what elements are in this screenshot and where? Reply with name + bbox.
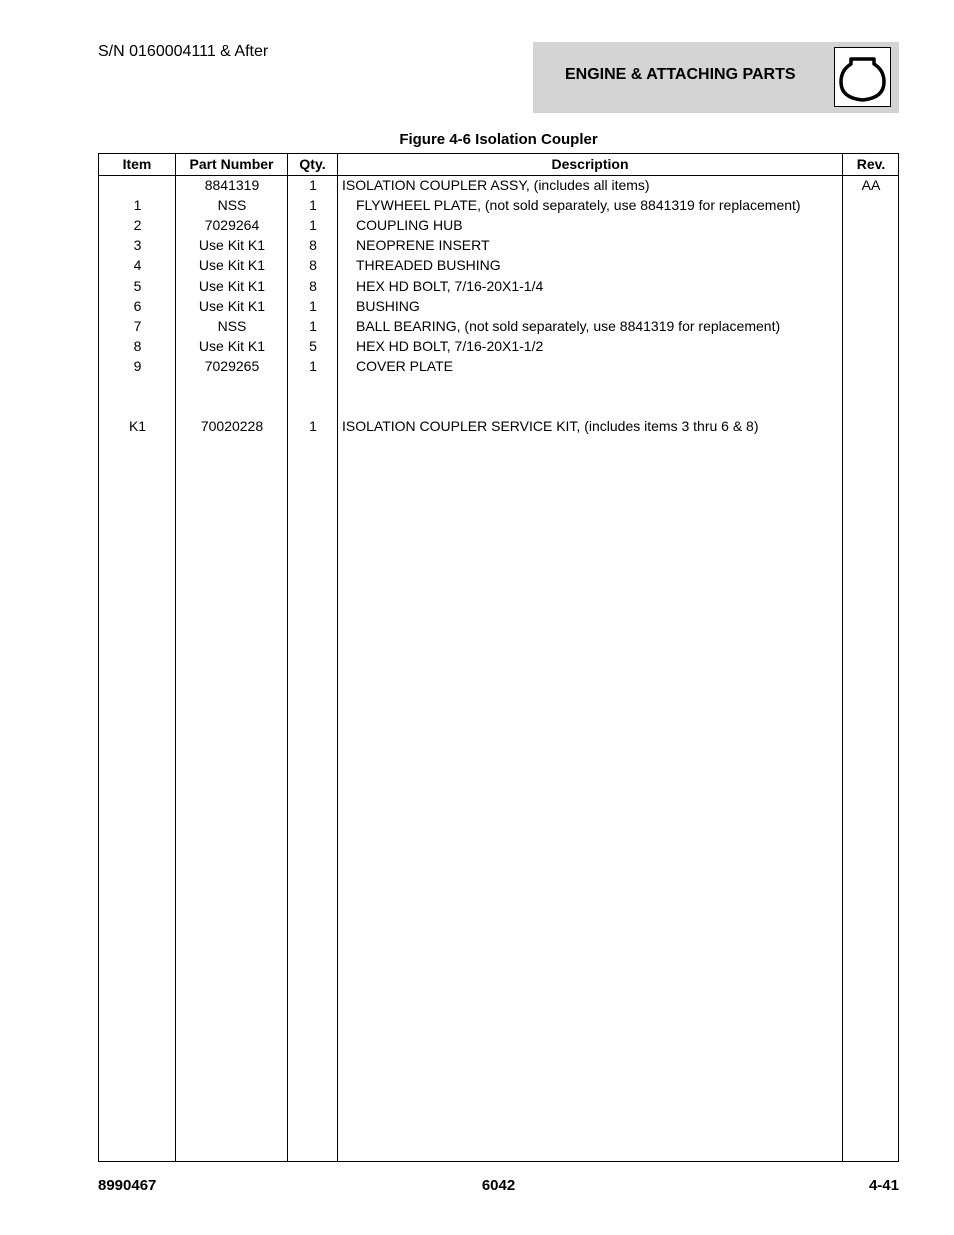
table-row [99, 396, 900, 416]
item-cell: 8 [133, 337, 142, 354]
section-header [533, 42, 899, 113]
table-row [99, 215, 900, 235]
item-cell: 7 [133, 317, 142, 334]
description-cell: COVER PLATE [356, 357, 453, 374]
item-cell: 3 [133, 237, 142, 254]
qty-cell: 8 [309, 257, 317, 274]
description-cell: NEOPRENE INSERT [356, 237, 490, 254]
qty-cell: 1 [309, 197, 317, 214]
table-row [99, 376, 900, 396]
description-cell: HEX HD BOLT, 7/16-20X1-1/2 [356, 337, 544, 354]
part-number-cell: 8841319 [204, 177, 260, 193]
description-cell: HEX HD BOLT, 7/16-20X1-1/4 [356, 277, 544, 294]
qty-cell: 1 [309, 217, 317, 234]
header-qty: Qty. [299, 156, 326, 172]
table-row [99, 416, 900, 436]
item-cell: 4 [133, 257, 142, 274]
table-row [99, 175, 900, 195]
description-cell: ISOLATION COUPLER ASSY, (includes all items) [342, 177, 650, 193]
qty-cell: 1 [309, 177, 317, 193]
parts-table [98, 153, 899, 1162]
serial-number: S/N 0160004111 & After [98, 43, 269, 60]
description-cell: THREADED BUSHING [356, 257, 501, 274]
figure-title: Figure 4-6 Isolation Coupler [399, 131, 598, 148]
qty-cell: 8 [309, 277, 317, 294]
table-row [99, 316, 900, 336]
footer-document-number: 8990467 [98, 1177, 157, 1194]
qty-cell: 1 [309, 297, 317, 314]
table-row [99, 276, 900, 296]
table-row [99, 255, 900, 275]
rev-cell: AA [861, 177, 881, 193]
header-description: Description [551, 156, 629, 172]
table-row [99, 336, 900, 356]
description-cell: BUSHING [356, 297, 420, 314]
qty-cell: 5 [309, 337, 317, 354]
part-number-cell: NSS [217, 197, 247, 214]
description-cell: BALL BEARING, (not sold separately, use 8841319 for replacement) [356, 317, 781, 334]
description-cell: COUPLING HUB [356, 217, 463, 234]
header-part-number: Part Number [189, 156, 274, 172]
table-row [99, 296, 900, 316]
footer-model: 6042 [481, 1177, 516, 1194]
table-row [99, 235, 900, 255]
part-number-cell: 70020228 [200, 418, 264, 435]
item-cell: 9 [133, 357, 142, 374]
item-cell: 2 [133, 217, 142, 234]
qty-cell: 1 [309, 357, 317, 374]
part-number-cell: 7029265 [204, 357, 260, 374]
table-row [99, 356, 900, 376]
part-number-cell: Use Kit K1 [198, 257, 266, 274]
qty-cell: 1 [309, 418, 317, 435]
table-row [99, 195, 900, 215]
engine-icon [834, 47, 891, 107]
qty-cell: 1 [309, 317, 317, 334]
header-rev: Rev. [856, 156, 886, 172]
description-cell: FLYWHEEL PLATE, (not sold separately, use 8841319 for replacement) [356, 197, 801, 214]
part-number-cell: Use Kit K1 [198, 237, 266, 254]
qty-cell: 8 [309, 237, 317, 254]
part-number-cell: Use Kit K1 [198, 297, 266, 314]
item-cell: 5 [133, 277, 142, 294]
part-number-cell: Use Kit K1 [198, 337, 266, 354]
item-cell: 1 [133, 197, 142, 214]
item-cell: 6 [133, 297, 142, 314]
section-title: ENGINE & ATTACHING PARTS [565, 66, 796, 83]
footer-page-number: 4-41 [868, 1177, 899, 1194]
item-cell: K1 [128, 418, 147, 435]
header-item: Item [122, 156, 152, 172]
part-number-cell: NSS [217, 317, 247, 334]
part-number-cell: 7029264 [204, 217, 260, 234]
part-number-cell: Use Kit K1 [198, 277, 266, 294]
description-cell: ISOLATION COUPLER SERVICE KIT, (includes items 3 thru 6 & 8) [342, 418, 759, 435]
